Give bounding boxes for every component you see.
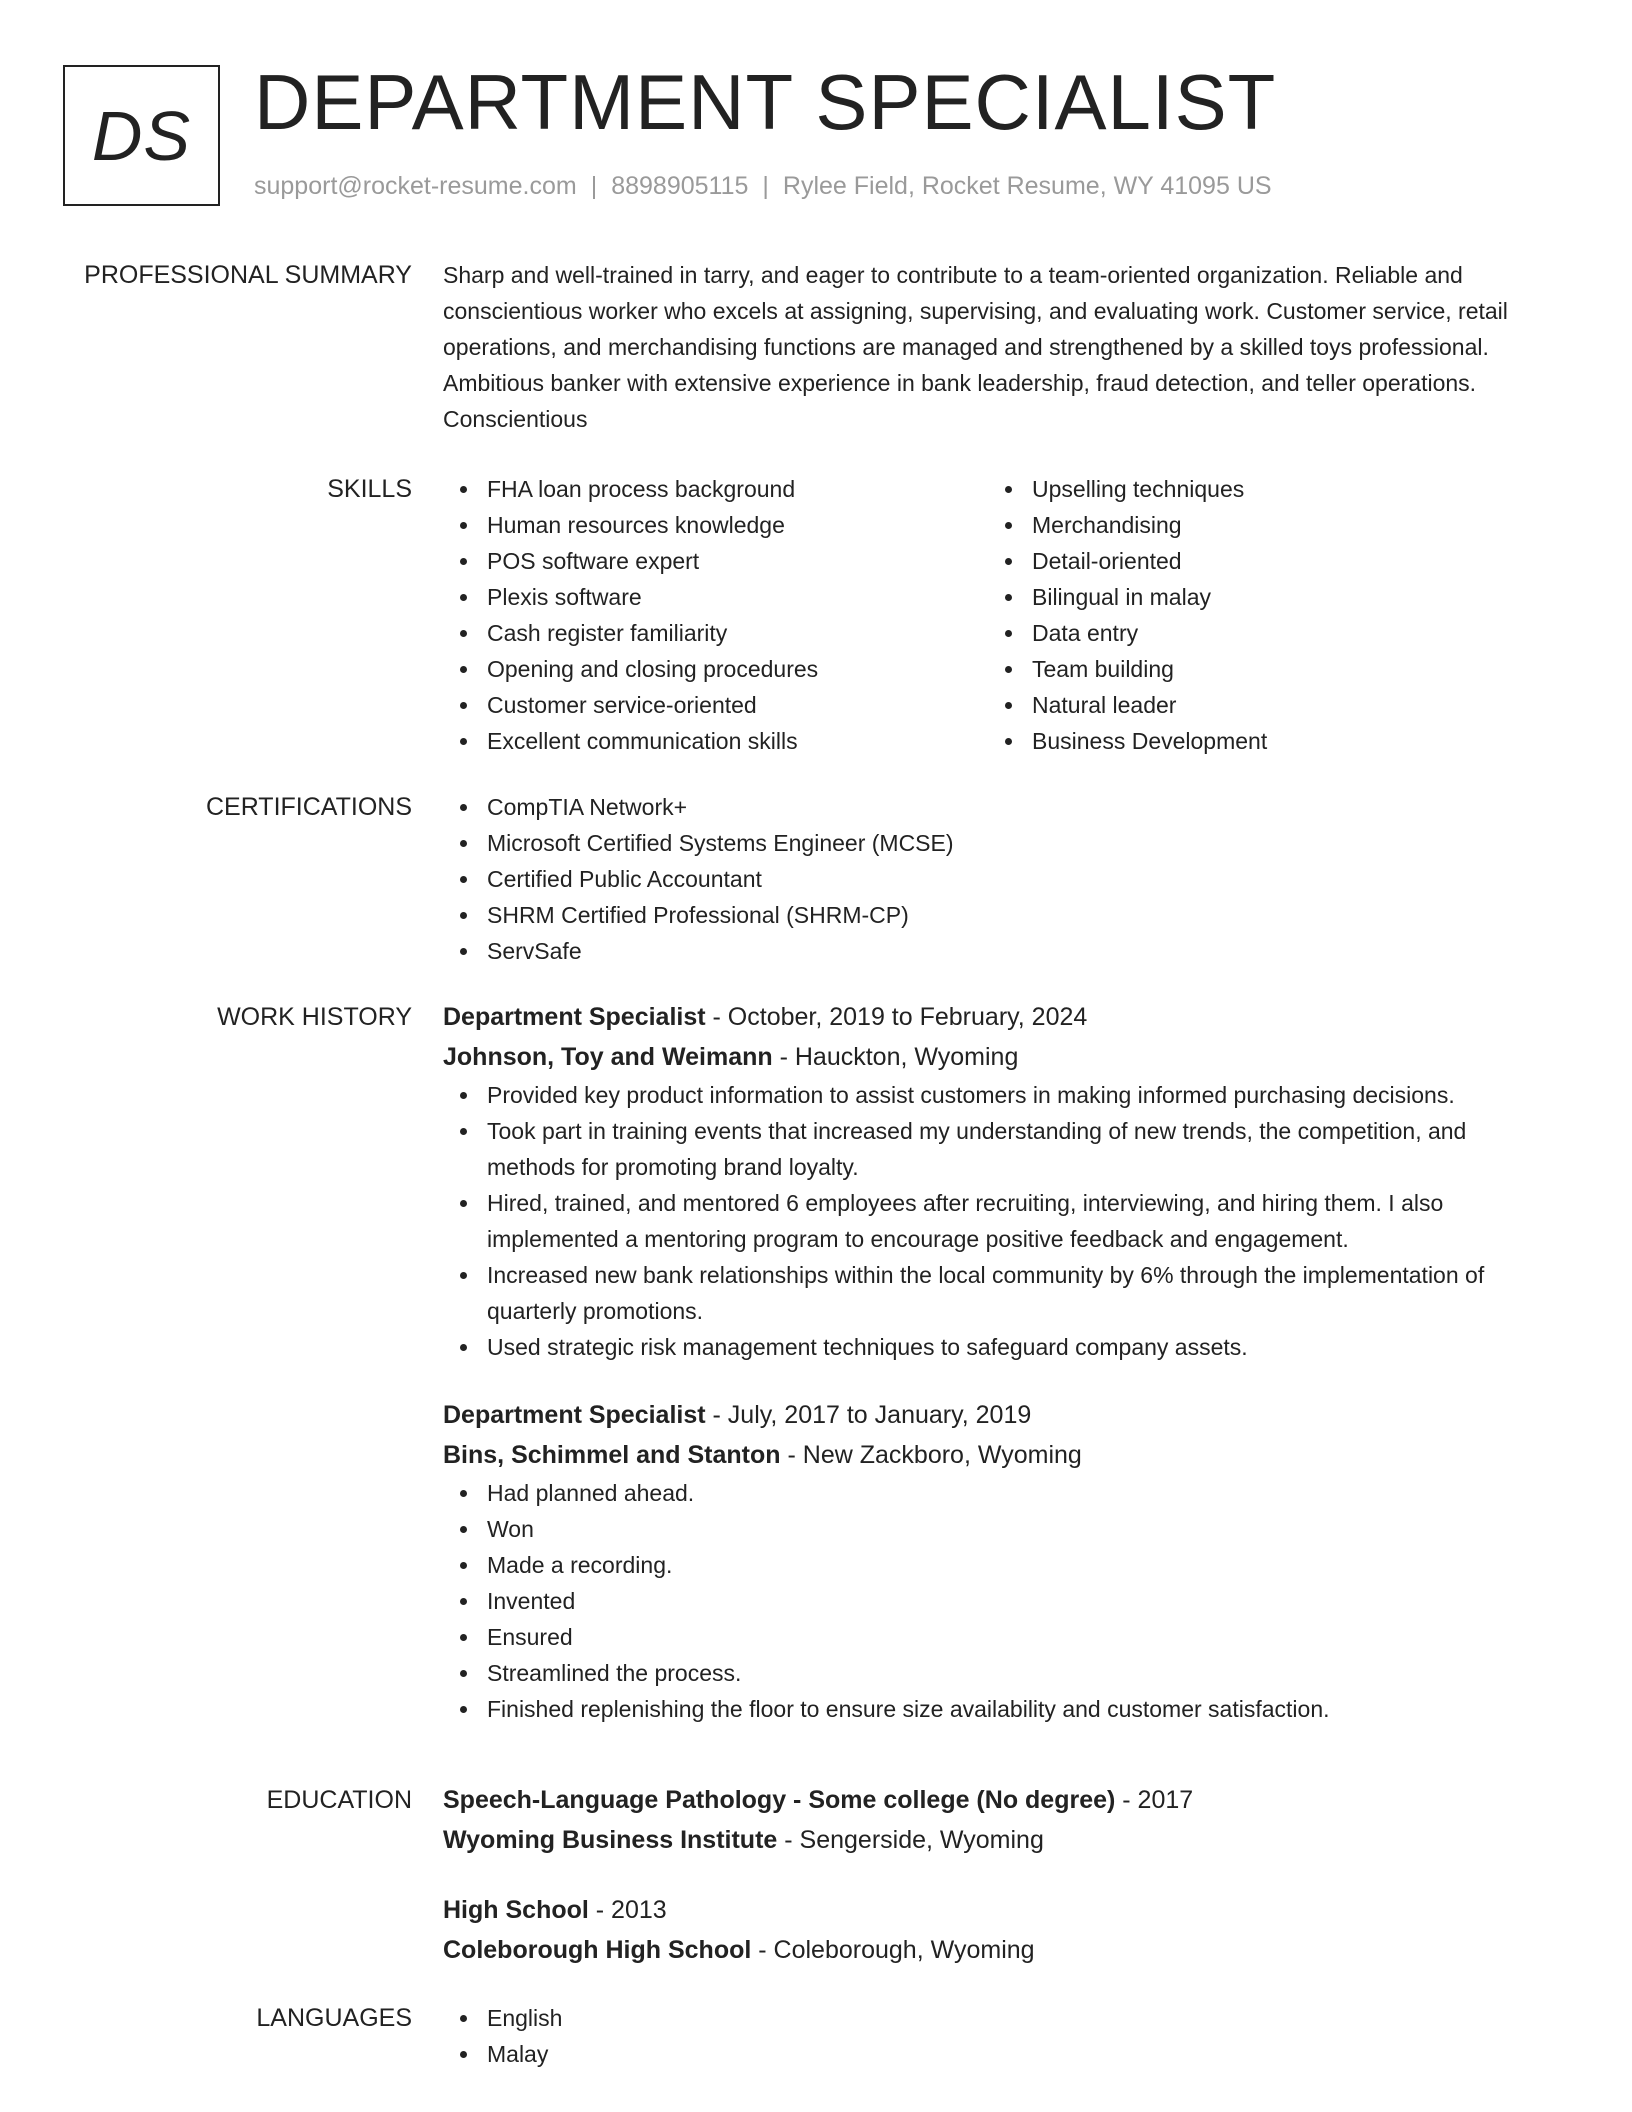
list-item: Detail-oriented <box>988 543 1533 579</box>
list-item: Data entry <box>988 615 1533 651</box>
school-line <box>443 1930 1543 1970</box>
list-item: CompTIA Network+ <box>443 789 1543 825</box>
degree: High School <box>443 1896 589 1924</box>
contact-line <box>254 172 1272 201</box>
school-location: - Sengerside, Wyoming <box>777 1826 1044 1854</box>
certifications-body <box>443 789 1543 969</box>
section-heading: SKILLS <box>327 475 412 503</box>
job-entry <box>443 997 1543 1365</box>
contact-email: support@rocket-resume.com <box>254 172 577 200</box>
list-item: Took part in training events that increased my understanding of new trends, the competition, and methods for promoting brand loyalty. <box>443 1113 1543 1185</box>
degree-year: - 2017 <box>1115 1786 1194 1814</box>
list-item: Microsoft Certified Systems Engineer (MCSE) <box>443 825 1543 861</box>
school-location: - Coleborough, Wyoming <box>751 1936 1035 1964</box>
summary-text: Sharp and well-trained in tarry, and eager to contribute to a team-oriented organization. Reliable and conscientious worker who excels at assigning, supervising, and evaluating work. Customer service, retail operations, and merchandising functions are managed and strengthened by a skilled toys professional. Ambitious banker with extensive experience in bank leadership, fraud detection, and teller operations. Conscientious <box>443 262 1508 432</box>
education-entry <box>443 1780 1543 1860</box>
list-item: Made a recording. <box>443 1547 1543 1583</box>
list-item: Won <box>443 1511 1543 1547</box>
degree-line <box>443 1890 1543 1930</box>
list-item: Had planned ahead. <box>443 1475 1543 1511</box>
section-heading: LANGUAGES <box>256 2004 412 2032</box>
job-bullets <box>443 1475 1543 1727</box>
list-item: Hired, trained, and mentored 6 employees after recruiting, interviewing, and hiring them. I also implemented a mentoring program to encourage positive feedback and engagement. <box>443 1185 1543 1257</box>
section-heading: EDUCATION <box>266 1786 412 1814</box>
job-company: Bins, Schimmel and Stanton <box>443 1441 781 1469</box>
list-item: Ensured <box>443 1619 1543 1655</box>
work-history-body <box>443 997 1543 1727</box>
list-item: Used strategic risk management techniques to safeguard company assets. <box>443 1329 1543 1365</box>
list-item: Malay <box>443 2036 1543 2072</box>
languages-list <box>443 2000 1543 2072</box>
contact-separator: | <box>762 172 769 200</box>
list-item: Natural leader <box>988 687 1533 723</box>
list-item: Opening and closing procedures <box>443 651 988 687</box>
contact-phone: 8898905115 <box>611 172 749 200</box>
list-item: Invented <box>443 1583 1543 1619</box>
list-item: SHRM Certified Professional (SHRM-CP) <box>443 897 1543 933</box>
skills-list-right <box>988 471 1533 759</box>
list-item: Provided key product information to assist customers in making informed purchasing decisions. <box>443 1077 1543 1113</box>
contact-address: Rylee Field, Rocket Resume, WY 41095 US <box>782 172 1272 200</box>
education-entry <box>443 1890 1543 1970</box>
list-item: Excellent communication skills <box>443 723 988 759</box>
list-item: Cash register familiarity <box>443 615 988 651</box>
certifications-list <box>443 789 1543 969</box>
section-heading: CERTIFICATIONS <box>205 793 412 821</box>
job-title-line <box>443 997 1543 1037</box>
list-item: FHA loan process background <box>443 471 988 507</box>
degree-line <box>443 1780 1543 1820</box>
list-item: Upselling techniques <box>988 471 1533 507</box>
list-item: Customer service-oriented <box>443 687 988 723</box>
job-title: Department Specialist <box>443 1401 706 1429</box>
job-company-line <box>443 1037 1543 1077</box>
job-entry <box>443 1395 1543 1727</box>
list-item: Team building <box>988 651 1533 687</box>
job-location: - New Zackboro, Wyoming <box>780 1441 1082 1469</box>
list-item: POS software expert <box>443 543 988 579</box>
list-item: Streamlined the process. <box>443 1655 1543 1691</box>
degree-year: - 2013 <box>588 1896 667 1924</box>
list-item: ServSafe <box>443 933 1543 969</box>
job-dates: - October, 2019 to February, 2024 <box>705 1003 1088 1031</box>
list-item: Increased new bank relationships within the local community by 6% through the implementation of quarterly promotions. <box>443 1257 1543 1329</box>
job-title-line <box>443 1395 1543 1435</box>
job-company: Johnson, Toy and Weimann <box>443 1043 773 1071</box>
job-bullets <box>443 1077 1543 1365</box>
summary-body <box>443 257 1543 437</box>
list-item: Bilingual in malay <box>988 579 1533 615</box>
list-item: Business Development <box>988 723 1533 759</box>
list-item: Finished replenishing the floor to ensure size availability and customer satisfaction. <box>443 1691 1543 1727</box>
education-body <box>443 1780 1543 1970</box>
section-heading: WORK HISTORY <box>217 1003 412 1031</box>
job-dates: - July, 2017 to January, 2019 <box>705 1401 1032 1429</box>
monogram-initials: DS <box>91 96 192 175</box>
job-company-line <box>443 1435 1543 1475</box>
resume-title: DEPARTMENT SPECIALIST <box>254 58 1277 146</box>
section-heading: PROFESSIONAL SUMMARY <box>84 261 412 289</box>
list-item: Human resources knowledge <box>443 507 988 543</box>
job-location: - Hauckton, Wyoming <box>772 1043 1019 1071</box>
school-line <box>443 1820 1543 1860</box>
job-title: Department Specialist <box>443 1003 706 1031</box>
list-item: English <box>443 2000 1543 2036</box>
list-item: Merchandising <box>988 507 1533 543</box>
languages-body <box>443 2000 1543 2072</box>
list-item: Plexis software <box>443 579 988 615</box>
list-item: Certified Public Accountant <box>443 861 1543 897</box>
skills-list-left <box>443 471 988 759</box>
school: Wyoming Business Institute <box>443 1826 778 1854</box>
skills-columns <box>443 471 1543 759</box>
monogram-box <box>63 65 220 206</box>
school: Coleborough High School <box>443 1936 752 1964</box>
contact-separator: | <box>590 172 598 200</box>
degree: Speech-Language Pathology - Some college (No degree) <box>443 1786 1116 1814</box>
